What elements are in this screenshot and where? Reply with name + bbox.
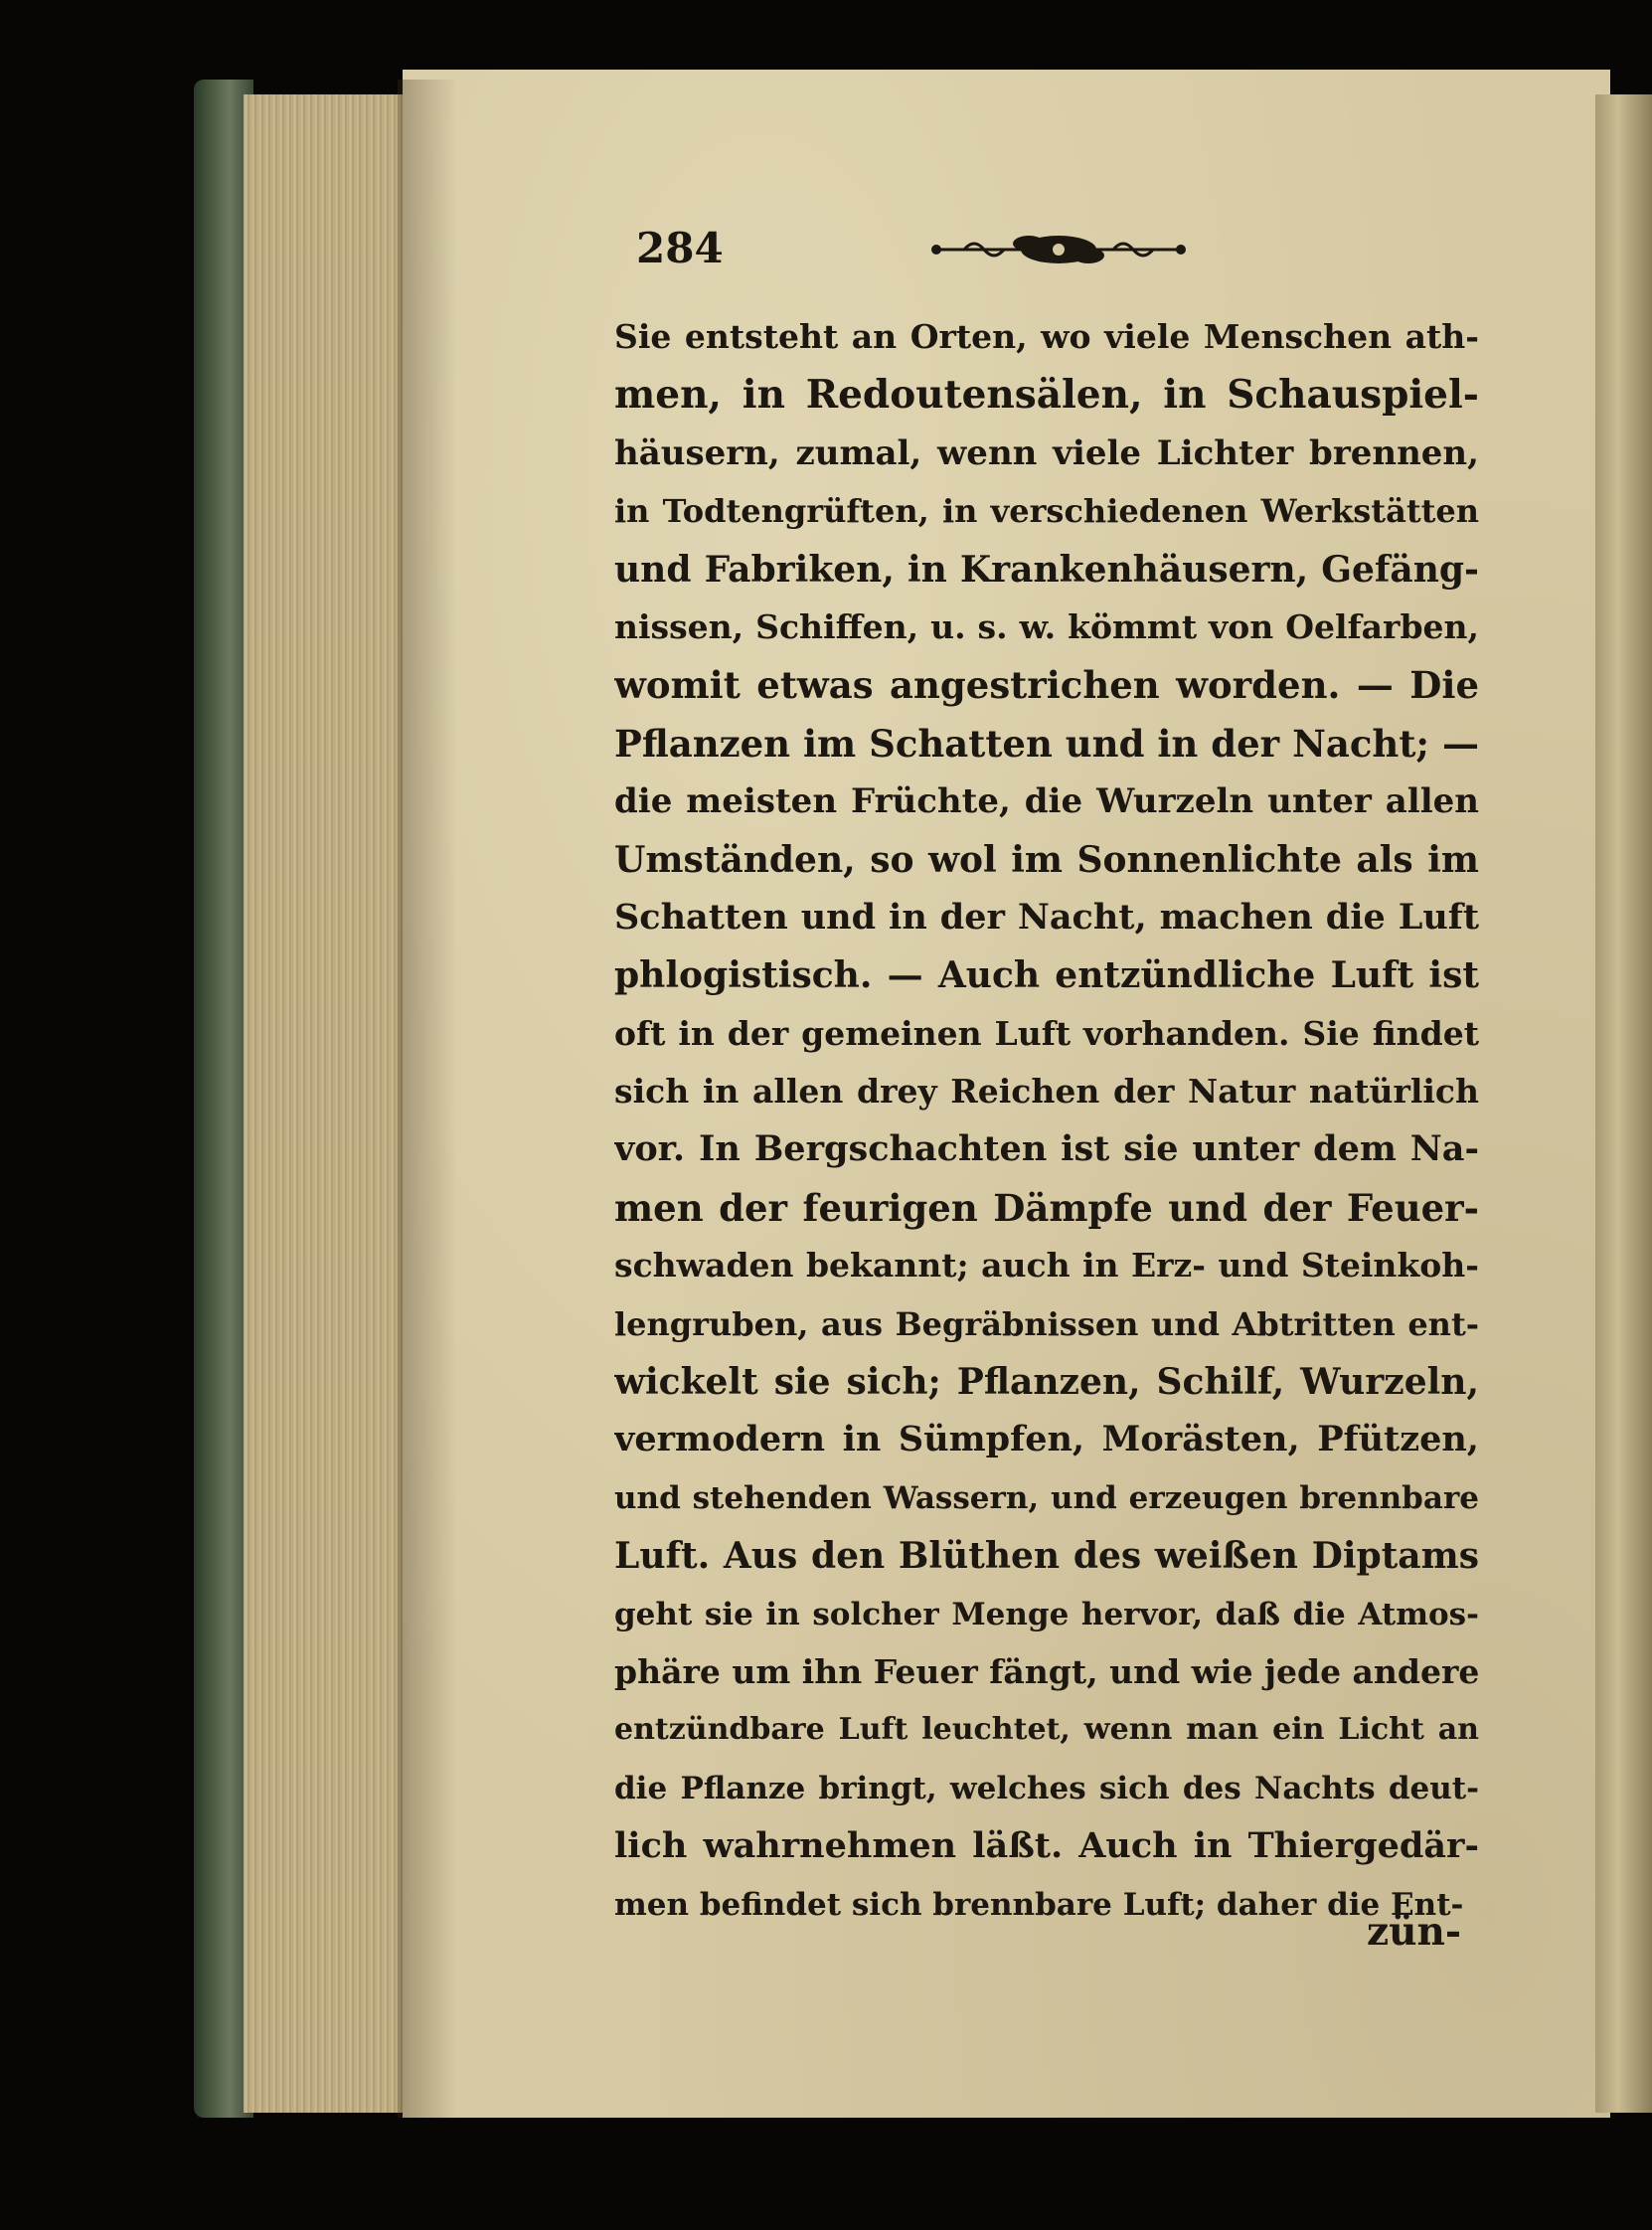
text-line: Sie entsteht an Orten, wo viele Menschen ath- <box>614 317 1479 356</box>
catchword: zün- <box>1367 1909 1462 1955</box>
text-line: entzündbare Luft leuchtet, wenn man ein Licht an <box>614 1712 1479 1748</box>
page-edges <box>244 94 413 2113</box>
text-line: men der feurigen Dämpfe und der Feuer- <box>614 1185 1479 1230</box>
text-line: vermodern in Sümpfen, Morästen, Pfützen, <box>614 1419 1479 1460</box>
text-line: men befindet sich brennbare Luft; daher die Ent- <box>614 1886 1464 1923</box>
text-line: Umständen, so wol im Sonnenlichte als im <box>614 838 1479 881</box>
text-line: die meisten Früchte, die Wurzeln unter allen <box>614 781 1479 822</box>
page-number: 284 <box>636 224 724 272</box>
text-line: und stehenden Wassern, und erzeugen brennbare <box>614 1479 1479 1516</box>
text-line: wickelt sie sich; Pflanzen, Schilf, Wurzeln, <box>614 1361 1479 1404</box>
text-line: in Todtengrüften, in verschiedenen Werkstätten <box>614 492 1479 531</box>
text-line: phäre um ihn Feuer fängt, und wie jede andere <box>614 1651 1479 1691</box>
text-line: lich wahrnehmen läßt. Auch in Thiergedär- <box>614 1825 1479 1867</box>
text-line: schwaden bekannt; auch in Erz- und Steinkoh- <box>614 1246 1479 1286</box>
text-line: nissen, Schiffen, u. s. w. kömmt von Oelfarben, <box>614 606 1479 646</box>
page-header <box>636 224 1213 283</box>
text-line: men, in Redoutensälen, in Schauspiel- <box>614 372 1479 419</box>
next-page-edge <box>1595 94 1652 2113</box>
body-text <box>614 308 1479 1934</box>
text-line: oft in der gemeinen Luft vorhanden. Sie findet <box>614 1013 1479 1053</box>
text-line: Schatten und in der Nacht, machen die Luft <box>614 896 1479 938</box>
text-line: häusern, zumal, wenn viele Lichter brennen, <box>614 432 1479 473</box>
text-line: geht sie in solcher Menge hervor, daß die Atmos- <box>614 1596 1479 1632</box>
text-line: und Fabriken, in Krankenhäusern, Gefäng- <box>614 548 1479 591</box>
floral-vignette-icon <box>924 230 1193 269</box>
text-line: womit etwas angestrichen worden. — Die <box>614 663 1479 708</box>
spine-shadow <box>398 80 457 2118</box>
text-line: sich in allen drey Reichen der Natur natürlich <box>614 1072 1479 1112</box>
text-line: lengruben, aus Begräbnissen und Abtritten ent- <box>614 1304 1479 1343</box>
text-line: vor. In Bergschachten ist sie unter dem Na- <box>614 1128 1479 1170</box>
text-line: phlogistisch. — Auch entzündliche Luft ist <box>614 954 1479 997</box>
text-line: Pflanzen im Schatten und in der Nacht; — <box>614 721 1479 766</box>
text-line: die Pflanze bringt, welches sich des Nachts deut- <box>614 1770 1479 1806</box>
text-line: Luft. Aus den Blüthen des weißen Diptams <box>614 1535 1479 1578</box>
